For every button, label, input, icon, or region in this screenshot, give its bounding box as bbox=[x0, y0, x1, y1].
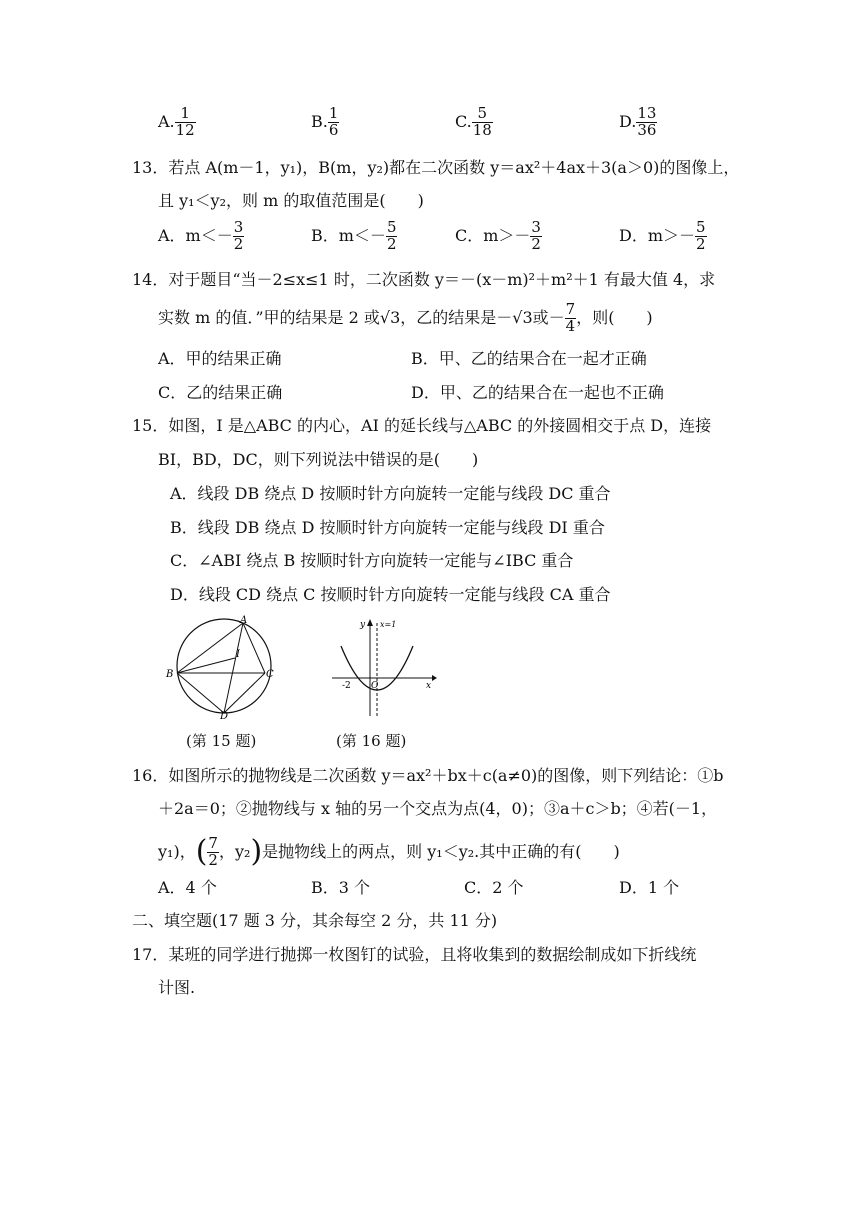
q14-line-1: 14．对于题目“当－2≤x≤1 时，二次函数 y＝－(x－m)²＋m²＋1 有最大值 4，求 bbox=[132, 270, 716, 289]
label-origin: O bbox=[371, 681, 379, 691]
q13-option-a bbox=[158, 220, 244, 253]
q15-option-d: D．线段 CD 绕点 C 按顺时针方向旋转一定能与线段 CA 重合 bbox=[170, 585, 611, 604]
q16-option-d: D．1 个 bbox=[619, 878, 680, 897]
q13-option-c bbox=[455, 220, 542, 253]
q14-line-2-tail: ，则( ) bbox=[576, 307, 653, 327]
denominator: 18 bbox=[472, 120, 492, 139]
option-text: B．m＜－ bbox=[311, 225, 386, 245]
q15-line-1: 15．如图，I 是△ABC 的内心，AI 的延长线与△ABC 的外接圆相交于点 D，连接 bbox=[132, 416, 712, 435]
fraction bbox=[565, 302, 577, 335]
fraction bbox=[530, 220, 542, 253]
label-i: I bbox=[236, 649, 240, 660]
q14-option-c: C．乙的结果正确 bbox=[158, 383, 283, 402]
q13-line-2: 且 y₁＜y₂，则 m 的取值范围是( ) bbox=[158, 191, 424, 210]
label-axis-of-symmetry: x=1 bbox=[380, 620, 397, 629]
fraction bbox=[472, 106, 493, 139]
denominator: 2 bbox=[208, 850, 218, 869]
option-letter: C. bbox=[455, 111, 472, 131]
label-minus-two: -2 bbox=[342, 681, 351, 691]
denominator: 4 bbox=[565, 316, 576, 335]
label-y: y bbox=[360, 620, 366, 630]
option-letter: A. bbox=[158, 111, 175, 131]
denominator: 2 bbox=[233, 234, 244, 253]
q12-option-d bbox=[619, 106, 657, 139]
fraction bbox=[233, 220, 245, 253]
q17-line-2: 计图. bbox=[158, 978, 196, 997]
fraction bbox=[175, 106, 196, 139]
numerator: 7 bbox=[208, 834, 218, 852]
q12-option-a bbox=[158, 106, 196, 139]
q14-line-2 bbox=[158, 302, 653, 335]
q16-option-b: B．3 个 bbox=[311, 878, 371, 897]
numerator: 13 bbox=[637, 104, 657, 122]
q16-line-1: 16．如图所示的抛物线是二次函数 y＝ax²＋bx＋c(a≠0)的图像，则下列结论：①b bbox=[132, 766, 724, 785]
q13-line-1: 13．若点 A(m－1，y₁)，B(m，y₂)都在二次函数 y＝ax²＋4ax＋3(a＞0)的图像上， bbox=[132, 158, 740, 177]
q16-option-a: A．4 个 bbox=[158, 878, 217, 897]
numerator: 7 bbox=[565, 300, 576, 318]
q16-line-3-tail: 是抛物线上的两点，则 y₁＜y₂.其中正确的有( ) bbox=[262, 841, 620, 861]
q12-option-b bbox=[311, 106, 339, 139]
q15-line-2: BI，BD，DC，则下列说法中错误的是( ) bbox=[158, 450, 479, 469]
q12-option-c bbox=[455, 106, 493, 139]
label-x: x bbox=[426, 681, 432, 691]
q16-line-3 bbox=[158, 836, 620, 869]
denominator: 6 bbox=[328, 120, 339, 139]
caption-fig-15: (第 15 题) bbox=[186, 732, 257, 750]
option-letter: B. bbox=[311, 111, 328, 131]
numerator: 1 bbox=[180, 104, 190, 122]
fraction bbox=[386, 220, 398, 253]
numerator: 5 bbox=[386, 218, 397, 236]
numerator: 5 bbox=[696, 218, 706, 236]
denominator: 2 bbox=[531, 234, 541, 253]
label-c: C bbox=[266, 669, 274, 680]
numerator: 3 bbox=[531, 218, 541, 236]
numerator: 1 bbox=[328, 104, 339, 122]
option-text: D．m＞－ bbox=[619, 225, 696, 245]
bracket-close: ) bbox=[250, 834, 263, 870]
numerator: 5 bbox=[477, 104, 488, 122]
section-2-heading: 二、填空题(17 题 3 分，其余每空 2 分，共 11 分) bbox=[132, 911, 498, 930]
q16-line-3-lead: y₁)， bbox=[158, 841, 196, 861]
q14-option-b: B．甲、乙的结果合在一起才正确 bbox=[411, 349, 647, 368]
option-letter: D. bbox=[619, 111, 637, 131]
fraction bbox=[207, 836, 219, 869]
figure-15 bbox=[160, 612, 288, 720]
label-d: D bbox=[220, 711, 229, 720]
q13-option-b bbox=[311, 220, 397, 253]
q16-line-2: ＋2a＝0；②抛物线与 x 轴的另一个交点为点(4，0)；③a＋c＞b；④若(－1， bbox=[158, 799, 718, 818]
comma: ， bbox=[218, 841, 235, 861]
denominator: 2 bbox=[386, 234, 397, 253]
denominator: 2 bbox=[696, 234, 706, 253]
q15-option-c: C．∠ABI 绕点 B 按顺时针方向旋转一定能与∠IBC 重合 bbox=[170, 551, 574, 570]
y2-label: y₂ bbox=[234, 841, 251, 861]
q17-line-1: 17．某班的同学进行抛掷一枚图钉的试验，且将收集到的数据绘制成如下折线统 bbox=[132, 945, 697, 964]
q14-option-d: D．甲、乙的结果合在一起也不正确 bbox=[411, 383, 664, 402]
fraction bbox=[695, 220, 707, 253]
q14-option-a: A．甲的结果正确 bbox=[158, 349, 282, 368]
label-b: B bbox=[166, 669, 174, 680]
fraction bbox=[636, 106, 657, 139]
denominator: 12 bbox=[175, 120, 195, 139]
fraction bbox=[328, 106, 340, 139]
q15-option-a: A．线段 DB 绕点 D 按顺时针方向旋转一定能与线段 DC 重合 bbox=[170, 484, 611, 503]
caption-fig-16: (第 16 题) bbox=[336, 732, 407, 750]
figure-16 bbox=[328, 616, 440, 722]
denominator: 36 bbox=[637, 120, 657, 139]
bracket-open: ( bbox=[195, 834, 208, 870]
q14-line-2-text: 实数 m 的值．”甲的结果是 2 或√3，乙的结果是－√3或－ bbox=[158, 307, 565, 327]
option-text: A．m＜－ bbox=[158, 225, 233, 245]
label-a: A bbox=[240, 615, 248, 626]
q13-option-d bbox=[619, 220, 707, 253]
q15-option-b: B．线段 DB 绕点 D 按顺时针方向旋转一定能与线段 DI 重合 bbox=[170, 518, 605, 537]
option-text: C．m＞－ bbox=[455, 225, 531, 245]
numerator: 3 bbox=[233, 218, 244, 236]
q16-option-c: C．2 个 bbox=[464, 878, 524, 897]
